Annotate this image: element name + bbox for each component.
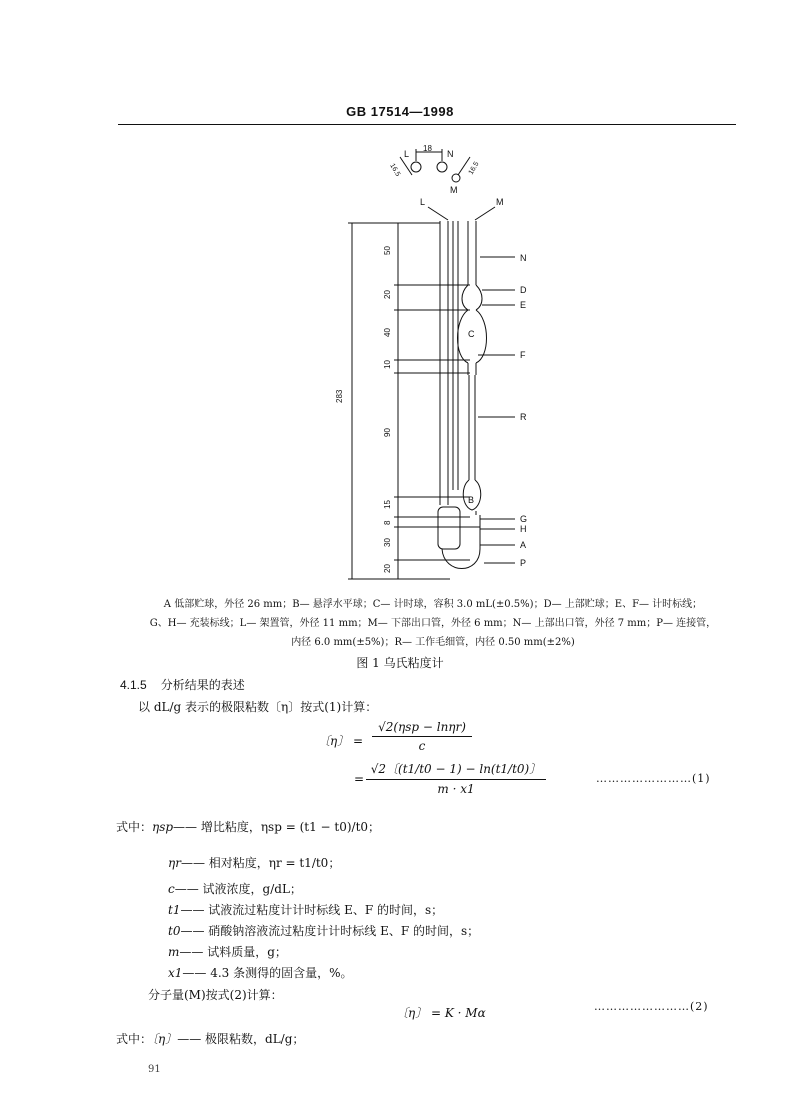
dim-seg8: 30: [383, 538, 392, 547]
label-C: C: [468, 329, 475, 339]
label-B: B: [468, 495, 475, 505]
where-symbol: t1: [168, 903, 181, 917]
legend-line-1: A 低部贮球，外径 26 mm；B— 悬浮水平球；C— 计时球，容积 3.0 mL(±0.5%)；D— 上部贮球；E、F— 计时标线；: [163, 599, 703, 610]
where-item-4: [168, 901, 443, 918]
label-F: F: [520, 350, 526, 360]
label-P: P: [520, 558, 527, 568]
eq1-numerator-1: √2(ηsp − lnηr): [378, 720, 466, 734]
dim-seg1: 50: [383, 246, 392, 255]
where-item-7: [168, 964, 353, 981]
where-item-6: [168, 943, 287, 960]
label-M: M: [496, 197, 504, 207]
where-item-5: [168, 922, 479, 939]
label-L: L: [420, 197, 426, 207]
where-symbol: c: [168, 882, 175, 896]
where-text: —— 试液流过粘度计计时标线 E、F 的时间，s；: [180, 903, 444, 917]
label-L-top: L: [404, 149, 410, 159]
where-text: —— 4.3 条测得的固含量，%。: [182, 966, 353, 980]
intro-text: 以 dL/g 表示的极限粘数〔η〕按式(1)计算：: [138, 700, 378, 714]
where-symbol: ηsp: [152, 820, 174, 834]
where-text: —— 增比粘度，ηsp = (t1 − t0)/t0；: [173, 820, 381, 834]
dim-seg9: 20: [383, 564, 392, 573]
dim-seg3: 40: [383, 328, 392, 337]
legend-line-2: G、H— 充装标线；L— 架置管，外径 11 mm；M— 下部出口管，外径 6 mm；N— 上部出口管，外径 7 mm；P— 连接管，: [149, 618, 717, 629]
where-text: —— 相对粘度，ηr = t1/t0；: [180, 856, 341, 870]
label-E: E: [520, 300, 527, 310]
label-H: H: [520, 524, 527, 534]
dim-left-angle: 16.5: [388, 162, 402, 178]
label-R: R: [520, 412, 527, 422]
eq1-fraction-2: [366, 760, 546, 796]
label-G: G: [520, 514, 528, 524]
section-number: 4.1.5: [120, 678, 147, 692]
eq2-formula: 〔η〕 = K · Mα: [396, 1006, 486, 1020]
where-text: —— 硝酸钠溶液流过粘度计计时标线 E、F 的时间，s；: [180, 924, 480, 938]
legend-line-3: 内径 6.0 mm(±5%)；R— 工作毛细管，内径 0.50 mm(±2%): [291, 637, 575, 648]
where-text: —— 试液浓度，g/dL；: [174, 882, 302, 896]
eq1-number: ……………………(1): [596, 772, 711, 785]
dim-seg6: 15: [383, 500, 392, 509]
eq2-number: ……………………(2): [594, 1000, 709, 1013]
where-symbol: x1: [168, 966, 183, 980]
where-item-2: [168, 854, 340, 871]
where-symbol: 〔η〕: [152, 1032, 178, 1046]
eq1-denominator-1: c: [418, 739, 426, 753]
label-N-top: N: [447, 149, 454, 159]
viscometer-diagram: [330, 135, 550, 595]
dim-total: 283: [335, 389, 344, 403]
label-D: D: [520, 285, 527, 295]
dim-seg5: 90: [383, 428, 392, 437]
label-A: A: [520, 540, 527, 550]
label-N: N: [520, 253, 527, 263]
dim-top: 18: [423, 144, 432, 153]
standard-header: GB 17514—1998: [346, 104, 454, 119]
dim-right-angle: 16.5: [467, 160, 481, 176]
dim-seg7: 8: [383, 520, 392, 525]
where-item-1: [116, 818, 380, 835]
header-rule: [118, 124, 736, 125]
figure-caption: 图 1 乌氏粘度计: [356, 656, 444, 670]
eq1-numerator-2: √2〔(t1/t0 − 1) − ln(t1/t0)〕: [370, 762, 542, 776]
section-heading: [120, 676, 245, 693]
where-text: —— 试料质量，g；: [179, 945, 287, 959]
eq1-fraction-1: [372, 720, 472, 753]
eq1-denominator-2: m · x1: [437, 782, 475, 796]
where-text: —— 极限粘数，dL/g；: [177, 1032, 305, 1046]
eq1-lhs: 〔η〕 =: [318, 734, 364, 748]
where-symbol: t0: [168, 924, 181, 938]
dim-seg4: 10: [383, 360, 392, 369]
intro2-text: 分子量(M)按式(2)计算：: [148, 988, 283, 1002]
circle-M: [452, 174, 460, 182]
eq1-equals: =: [354, 772, 365, 786]
circle-L: [411, 162, 421, 172]
where-lead: 式中：: [116, 1032, 153, 1046]
circle-N: [437, 162, 447, 172]
where-lead: 式中：: [116, 820, 153, 834]
figure-legend: [128, 595, 738, 652]
section-title: 分析结果的表述: [160, 678, 245, 692]
where-symbol: m: [168, 945, 180, 959]
page-number: 91: [148, 1064, 161, 1075]
where-symbol: ηr: [168, 856, 181, 870]
where-item-3: [168, 880, 302, 897]
dim-seg2: 20: [383, 290, 392, 299]
where2-item: [116, 1030, 304, 1047]
label-M-top: M: [450, 185, 458, 195]
